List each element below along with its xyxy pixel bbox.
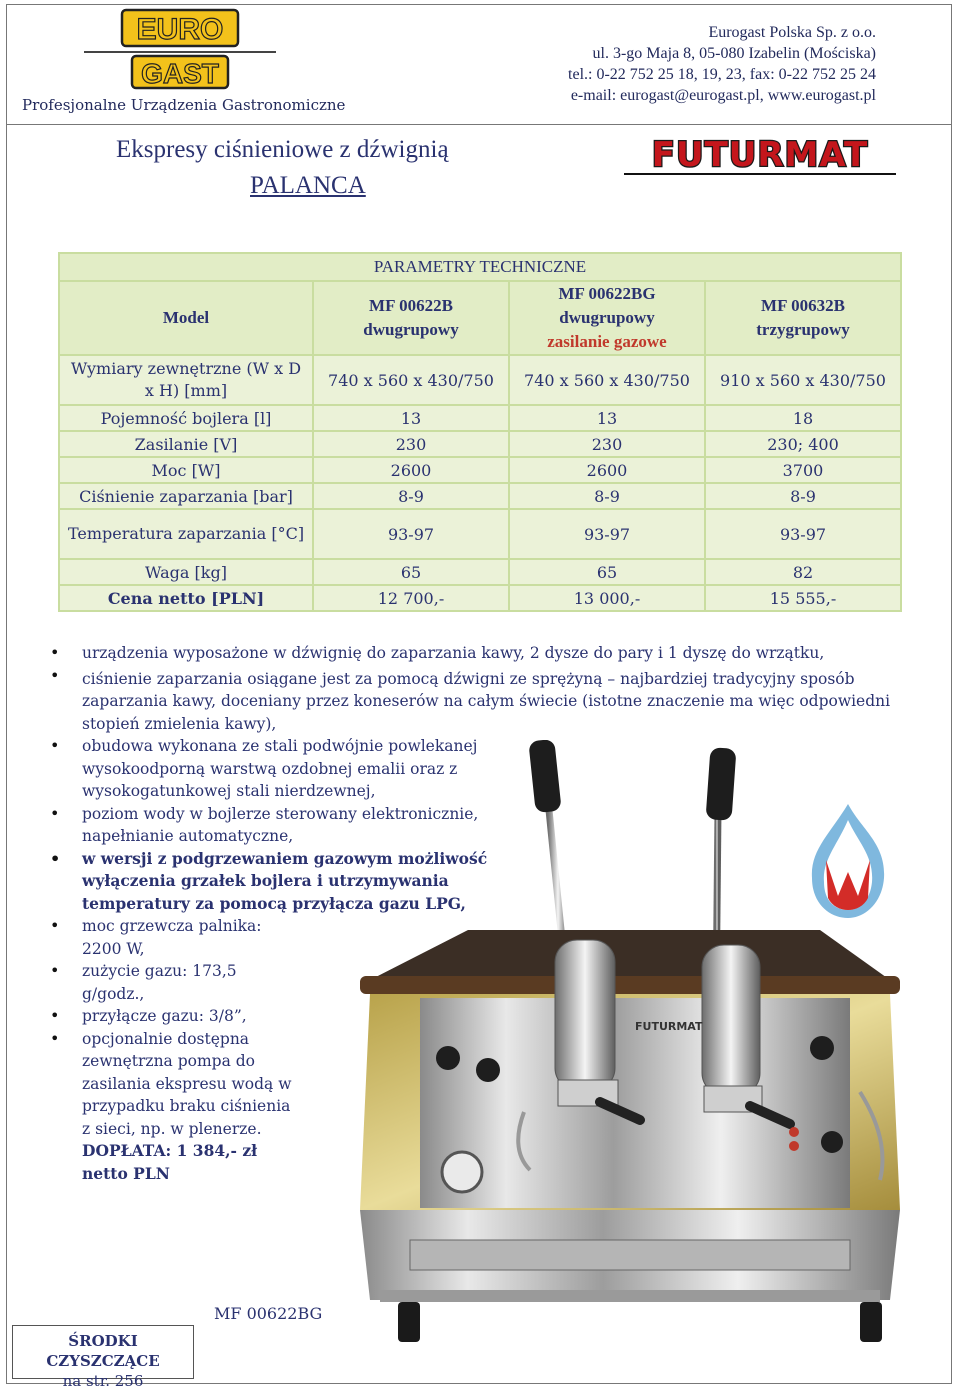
company-name: Eurogast Polska Sp. z o.o. bbox=[708, 24, 876, 41]
cell: 2600 bbox=[510, 458, 704, 482]
model-type: dwugrupowy bbox=[363, 320, 459, 339]
cell: 230 bbox=[314, 432, 508, 456]
row-label: Zasilanie [V] bbox=[60, 432, 312, 456]
list-item: • obudowa wykonana ze stali podwójnie powlekanej wysokoodporną warstwą ozdobnej emalii oraz z wysokogatunkowej stali nierdzewnej, bbox=[50, 735, 522, 803]
row-label: Ciśnienie zaparzania [bar] bbox=[60, 484, 312, 508]
table-row bbox=[60, 484, 900, 508]
logo-text-euro: EURO bbox=[136, 13, 224, 46]
table-row bbox=[60, 586, 900, 610]
model-col-1 bbox=[314, 282, 508, 354]
header-divider bbox=[6, 124, 952, 125]
list-item: • moc grzewcza palnika: 2200 W, bbox=[50, 915, 292, 960]
model-code: MF 00632B bbox=[761, 296, 845, 315]
company-phone: tel.: 0-22 752 25 18, 19, 23, fax: 0-22 752 25 24 bbox=[568, 66, 876, 83]
row-label: Pojemność bojlera [l] bbox=[60, 406, 312, 430]
model-note: zasilanie gazowe bbox=[547, 332, 667, 351]
surcharge-note: DOPŁATA: 1 384,- zł netto PLN bbox=[82, 1141, 258, 1183]
row-label: Temperatura zaparzania [°C] bbox=[60, 510, 312, 558]
cell: 93-97 bbox=[314, 510, 508, 558]
spec-table bbox=[58, 252, 902, 612]
cell: 2600 bbox=[314, 458, 508, 482]
cell: 13 bbox=[510, 406, 704, 430]
tagline: Profesjonalne Urządzenia Gastronomiczne bbox=[22, 96, 346, 114]
row-label: Waga [kg] bbox=[60, 560, 312, 584]
cell: 8-9 bbox=[510, 484, 704, 508]
table-caption: PARAMETRY TECHNICZNE bbox=[60, 254, 900, 280]
table-row bbox=[60, 510, 900, 558]
futurmat-logo bbox=[622, 132, 898, 182]
cell: 230; 400 bbox=[706, 432, 900, 456]
row-label: Cena netto [PLN] bbox=[60, 586, 312, 610]
cell: 740 x 560 x 430/750 bbox=[510, 356, 704, 404]
list-item: • ciśnienie zaparzania osiągane jest za pomocą dźwigni ze sprężyną – najbardziej tradycyjny sposób zaparzania kawy, doceniany przez koneserów na całym świecie (istotne znaczenie ma więc odpowiedni stopień zmielenia kawy), bbox=[50, 665, 902, 736]
page-title: Ekspresy ciśnieniowe z dźwignią bbox=[116, 136, 449, 163]
list-item: • poziom wody w bojlerze sterowany elektronicznie, napełnianie automatyczne, bbox=[50, 803, 522, 848]
company-info bbox=[568, 22, 876, 106]
cell: 93-97 bbox=[706, 510, 900, 558]
table-row bbox=[60, 356, 900, 404]
cleaning-products-box[interactable] bbox=[12, 1325, 194, 1390]
list-item: • w wersji z podgrzewaniem gazowym możliwość wyłączenia grzałek bojlera i utrzymywania temperatury za pomocą przyłącza gazu LPG, bbox=[50, 848, 522, 916]
cleaning-title: ŚRODKI CZYSZCZĄCE bbox=[46, 1332, 160, 1370]
table-row bbox=[60, 406, 900, 430]
list-item: • opcjonalnie dostępna zewnętrzna pompa do zasilania ekspresu wodą w przypadku braku ciśnienia z sieci, np. w plenerze. bbox=[50, 1028, 292, 1141]
row-label: Wymiary zewnętrzne (W x D x H) [mm] bbox=[60, 356, 312, 404]
feature-list bbox=[50, 642, 902, 1185]
cell: 15 555,- bbox=[706, 586, 900, 610]
cell: 12 700,- bbox=[314, 586, 508, 610]
list-item: • przyłącze gazu: 3/8”, bbox=[50, 1005, 292, 1028]
cleaning-page-ref: na str. 256 bbox=[62, 1372, 144, 1390]
model-code: MF 00622BG bbox=[558, 284, 656, 303]
cell: 13 bbox=[314, 406, 508, 430]
model-code: MF 00622B bbox=[369, 296, 453, 315]
table-row bbox=[60, 560, 900, 584]
eurogast-logo bbox=[80, 6, 280, 92]
list-item: • zużycie gazu: 173,5 g/godz., bbox=[50, 960, 292, 1005]
model-type: dwugrupowy bbox=[559, 308, 655, 327]
model-type: trzygrupowy bbox=[756, 320, 850, 339]
list-item: • urządzenia wyposażone w dźwignię do zaparzania kawy, 2 dysze do pary i 1 dyszę do wrzątku, bbox=[50, 642, 902, 665]
cell: 65 bbox=[314, 560, 508, 584]
image-caption: MF 00622BG bbox=[214, 1304, 323, 1323]
logo-text-gast: GAST bbox=[141, 58, 219, 89]
table-row bbox=[60, 458, 900, 482]
cell: 910 x 560 x 430/750 bbox=[706, 356, 900, 404]
cell: 3700 bbox=[706, 458, 900, 482]
company-address: ul. 3-go Maja 8, 05-080 Izabelin (Mościska) bbox=[592, 45, 876, 62]
cell: 8-9 bbox=[314, 484, 508, 508]
model-col-3 bbox=[706, 282, 900, 354]
cell: 18 bbox=[706, 406, 900, 430]
cell: 82 bbox=[706, 560, 900, 584]
futurmat-logo-text: FUTURMAT bbox=[651, 135, 869, 175]
row-label: Moc [W] bbox=[60, 458, 312, 482]
company-email[interactable]: e-mail: eurogast@eurogast.pl, www.eurogast.pl bbox=[570, 87, 876, 104]
cell: 93-97 bbox=[510, 510, 704, 558]
model-col-2 bbox=[510, 282, 704, 354]
cell: 740 x 560 x 430/750 bbox=[314, 356, 508, 404]
machine-brand-label: FUTURMAT bbox=[635, 1020, 703, 1033]
cell: 65 bbox=[510, 560, 704, 584]
table-row bbox=[60, 432, 900, 456]
cell: 230 bbox=[510, 432, 704, 456]
model-header: Model bbox=[60, 282, 312, 354]
page-subtitle: PALANCA bbox=[250, 172, 366, 199]
cell: 13 000,- bbox=[510, 586, 704, 610]
cell: 8-9 bbox=[706, 484, 900, 508]
